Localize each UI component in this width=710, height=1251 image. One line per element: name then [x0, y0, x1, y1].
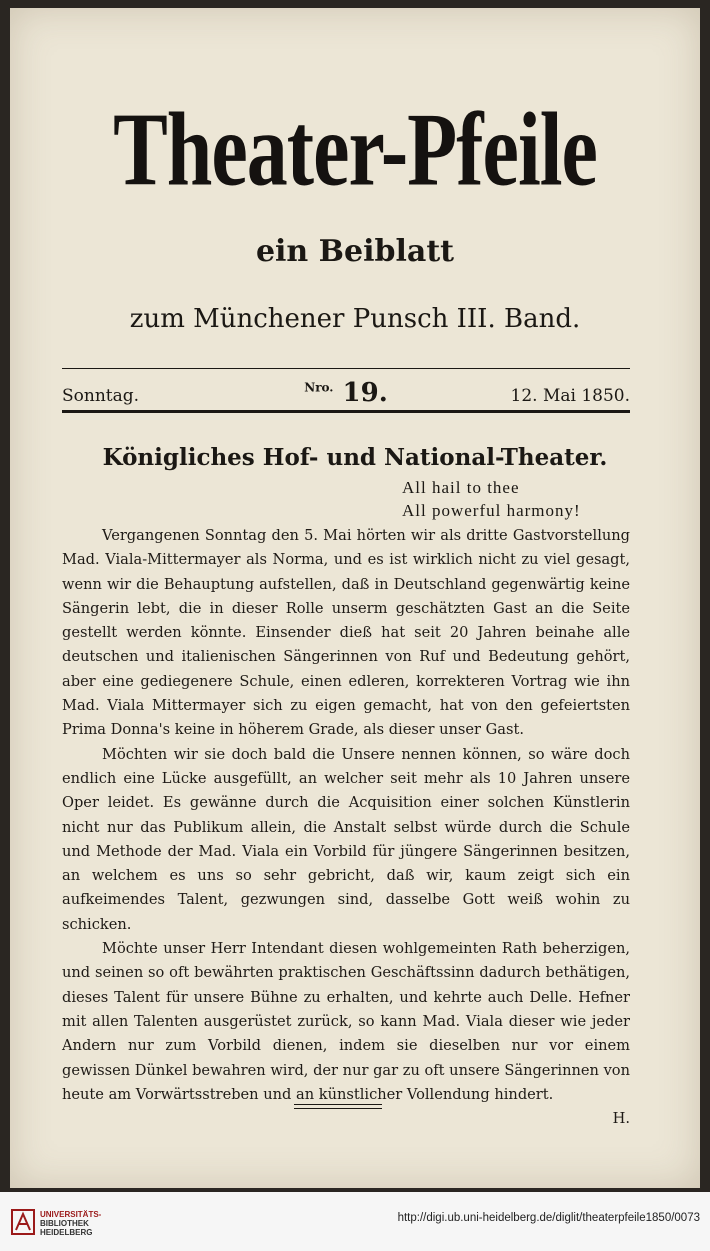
article-paragraph: Vergangenen Sonntag den 5. Mai hörten wir als dritte Gastvorstellung Mad. Viala-Mittermayer als Norma, und es ist wirklich nicht zu viel gesagt, wenn wir die Behauptung aufstellen, daß in Deutschland gegenwärtig keine Sängerin lebt, die in dieser Rolle unserm geschätzten Gast an die Seite gestellt werden könnte. Einsender dieß hat seit 20 Jahren beinahe alle deutschen und italienischen Sängerinnen von Ruf und Bedeutung gehört, aber eine gediegenere Schule, einen edleren, korrekteren Vortrag wie ihn Mad. Viala Mittermayer sich zu eigen gemacht, hat von den gefeiertsten Prima Donna's keine in höherem Grade, als dieser unser Gast. [62, 527, 630, 739]
masthead-title: Theater-Pfeile [113, 91, 597, 208]
issue-date: 12. Mai 1850. [510, 386, 630, 406]
masthead-subtitle: ein Beiblatt [255, 234, 455, 269]
issue-number-value: 19. [342, 378, 388, 408]
library-line-2: BIBLIOTHEK [40, 1219, 89, 1228]
issue-day: Sonntag. [62, 386, 140, 406]
end-rule [294, 1104, 382, 1105]
motto-line-2: All powerful harmony! [402, 501, 581, 520]
newspaper-page [10, 8, 700, 1188]
masthead-volume: zum Münchener Punsch III. Band. [129, 304, 581, 334]
article-heading: Königliches Hof- und National-Theater. [102, 444, 608, 471]
header-rule-top [62, 368, 630, 369]
article-signature: H. [612, 1110, 630, 1128]
motto-line-1: All hail to thee [402, 478, 520, 497]
library-line-3: HEIDELBERG [40, 1228, 93, 1237]
article-paragraph: Möchte unser Herr Intendant diesen wohlgemeinten Rath beherzigen, und seinen so oft bewährten praktischen Geschäftssinn dadurch bethätigen, dieses Talent für unsere Bühne zu erhalten, und kehrte auch Delle. Hefner mit allen Talenten ausgerüstet zurück, so kann Mad. Viala dieser wie jeder Andern nur zum Vorbild dienen, indem sie dieselben nur vor einem gewissen Dünkel bewahren wird, der nur gar zu oft unsere Sängerinnen von heute am Vorwärtsstreben und an künstlicher Vollendung hindert. [62, 940, 630, 1103]
article-paragraph: Möchten wir sie doch bald die Unsere nennen können, so wäre doch endlich eine Lücke ausgefüllt, an welcher seit mehr als 10 Jahren unsere Oper leidet. Es gewänne durch die Acquisition einer solchen Künstlerin nicht nur das Publikum allein, die Anstalt selbst würde durch die Schule und Methode der Mad. Viala ein Vorbild für jüngere Sängerinnen besitzen, an welchem es uns so sehr gebricht, daß wir, kaum zeigt sich ein aufkeimendes Talent, gezwungen sind, dasselbe Gott weiß wohin zu schicken. [62, 745, 630, 933]
article-body [62, 524, 630, 1131]
digitization-footer [0, 1192, 710, 1251]
issue-number-prefix: Nro. [304, 380, 334, 395]
header-rule-bottom [62, 410, 630, 413]
source-url-link[interactable]: http://digi.ub.uni-heidelberg.de/diglit/theaterpfeile1850/0073 [397, 1212, 700, 1224]
end-rule [294, 1108, 382, 1109]
issue-line [62, 378, 630, 414]
library-line-1: UNIVERSITÄTS- [40, 1210, 102, 1219]
library-name [40, 1210, 120, 1237]
library-logo-icon [10, 1206, 42, 1238]
